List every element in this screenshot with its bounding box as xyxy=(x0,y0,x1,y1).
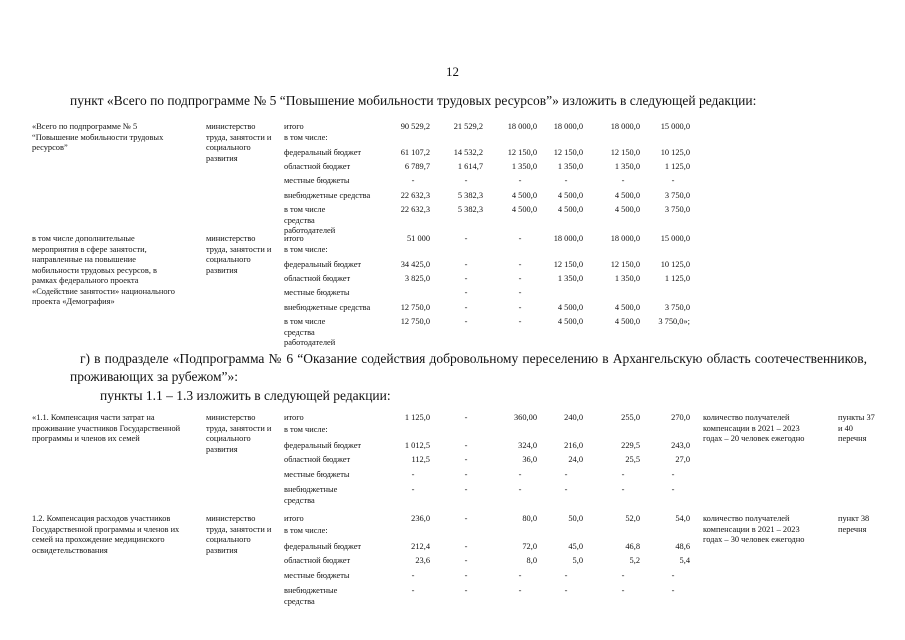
value-cell: 324,0 xyxy=(518,441,537,450)
value-cell: - xyxy=(518,571,522,580)
value-cell: 5,4 xyxy=(679,556,690,565)
funding-source-label: областной бюджет xyxy=(284,455,351,464)
section-heading-2: пункты 1.1 – 1.3 изложить в следующей редакции: xyxy=(100,388,391,403)
value-cell: 12 150,0 xyxy=(553,148,583,157)
value-cell: - xyxy=(518,234,522,243)
value-cell: 4 500,0 xyxy=(557,317,583,326)
value-cell: - xyxy=(464,234,468,243)
value-cell: 1 350,0 xyxy=(614,162,640,171)
value-cell: - xyxy=(518,274,522,283)
value-cell: 1 125,0 xyxy=(664,162,690,171)
value-cell: 3 750,0»; xyxy=(658,317,690,326)
value-cell: 48,6 xyxy=(675,542,690,551)
executor-cell: министерство труда, занятости и социального развития xyxy=(206,413,272,454)
value-cell: 22 632,3 xyxy=(400,205,430,214)
value-cell: - xyxy=(671,470,675,479)
value-cell: 6 789,7 xyxy=(404,162,430,171)
value-cell: - xyxy=(518,260,522,269)
funding-source-label: в том числе: xyxy=(284,526,328,535)
value-cell: 10 125,0 xyxy=(660,148,690,157)
value-cell: 1 350,0 xyxy=(557,274,583,283)
funding-source-label: местные бюджеты xyxy=(284,470,350,479)
value-cell: - xyxy=(464,455,468,464)
value-cell: 51 000 xyxy=(406,234,430,243)
value-cell: - xyxy=(464,176,468,185)
value-cell: - xyxy=(564,176,568,185)
value-cell: 12 150,0 xyxy=(610,148,640,157)
value-cell: 1 125,0 xyxy=(404,413,430,422)
value-cell: - xyxy=(464,274,468,283)
funding-source-label: областной бюджет xyxy=(284,556,351,565)
value-cell: - xyxy=(464,542,468,551)
value-cell: - xyxy=(621,571,625,580)
funding-source-label: федеральный бюджет xyxy=(284,260,362,269)
value-cell: 5 382,3 xyxy=(457,191,483,200)
block-title: «Всего по подпрограмме № 5 “Повышение мобильности трудовых ресурсов” xyxy=(32,122,164,152)
value-cell: 3 825,0 xyxy=(404,274,430,283)
value-cell: - xyxy=(621,485,625,494)
value-cell: 270,0 xyxy=(671,413,690,422)
value-cell: 24,0 xyxy=(568,455,583,464)
value-cell: - xyxy=(464,556,468,565)
value-cell: - xyxy=(464,571,468,580)
value-cell: - xyxy=(518,303,522,312)
value-cell: 229,5 xyxy=(621,441,640,450)
value-cell: 216,0 xyxy=(564,441,583,450)
value-cell: - xyxy=(518,317,522,326)
value-cell: 14 532,2 xyxy=(453,148,483,157)
value-cell: - xyxy=(564,571,568,580)
funding-source-label: федеральный бюджет xyxy=(284,441,362,450)
value-cell: 90 529,2 xyxy=(400,122,430,131)
value-cell: 18 000,0 xyxy=(610,122,640,131)
funding-source-label: в том числе: xyxy=(284,133,328,142)
value-cell: 236,0 xyxy=(411,514,430,523)
value-cell: - xyxy=(621,586,625,595)
funding-source-label: в том числе средства работодателей xyxy=(284,205,336,235)
value-cell: - xyxy=(518,586,522,595)
result-cell: количество получателей компенсации в 2021 – 2023 годах – 20 человек ежегодно xyxy=(703,413,805,443)
value-cell: 12 150,0 xyxy=(507,148,537,157)
block-title: в том числе дополнительные мероприятия в сфере занятости, направленные на повышение мобильности трудовых ресурсов, в рамках федерального проекта «Содействие занятости» национального проекта «Демография» xyxy=(32,234,175,306)
value-cell: 1 350,0 xyxy=(557,162,583,171)
value-cell: 27,0 xyxy=(675,455,690,464)
value-cell: 22 632,3 xyxy=(400,191,430,200)
value-cell: - xyxy=(464,470,468,479)
value-cell: 1 125,0 xyxy=(664,274,690,283)
paragraph-g: г) в подразделе «Подпрограмма № 6 “Оказание содействия добровольному переселению в Архангельскую область соотечественников, проживающих за рубежом”»: xyxy=(70,351,867,384)
value-cell: 4 500,0 xyxy=(557,303,583,312)
value-cell: - xyxy=(621,176,625,185)
value-cell: - xyxy=(671,586,675,595)
funding-source-label: в том числе средства работодателей xyxy=(284,317,336,347)
value-cell: - xyxy=(564,485,568,494)
value-cell: - xyxy=(464,303,468,312)
value-cell: 1 350,0 xyxy=(614,274,640,283)
value-cell: 1 350,0 xyxy=(511,162,537,171)
value-cell: 4 500,0 xyxy=(614,317,640,326)
value-cell: - xyxy=(518,288,522,297)
funding-source-label: областной бюджет xyxy=(284,274,351,283)
funding-source-label: областной бюджет xyxy=(284,162,351,171)
funding-source-label: в том числе: xyxy=(284,245,328,254)
value-cell: - xyxy=(464,485,468,494)
funding-source-label: внебюджетные средства xyxy=(284,191,371,200)
executor-cell: министерство труда, занятости и социального развития xyxy=(206,514,272,555)
executor-cell: министерство труда, занятости и социального развития xyxy=(206,122,272,163)
page-number: 12 xyxy=(446,64,459,79)
value-cell: 45,0 xyxy=(568,542,583,551)
value-cell: - xyxy=(564,470,568,479)
value-cell: 3 750,0 xyxy=(664,191,690,200)
value-cell: 255,0 xyxy=(621,413,640,422)
value-cell: - xyxy=(464,288,468,297)
reference-cell: пункт 38 перечня xyxy=(838,514,870,534)
value-cell: - xyxy=(464,413,468,422)
value-cell: - xyxy=(464,514,468,523)
value-cell: 4 500,0 xyxy=(614,205,640,214)
value-cell: 5 382,3 xyxy=(457,205,483,214)
funding-source-label: внебюджетные средства xyxy=(284,586,338,606)
value-cell: 4 500,0 xyxy=(614,303,640,312)
value-cell: - xyxy=(671,571,675,580)
value-cell: 3 750,0 xyxy=(664,303,690,312)
value-cell: 4 500,0 xyxy=(557,191,583,200)
value-cell: 4 500,0 xyxy=(511,205,537,214)
value-cell: 8,0 xyxy=(526,556,537,565)
value-cell: 1 012,5 xyxy=(404,441,430,450)
value-cell: 15 000,0 xyxy=(660,122,690,131)
value-cell: - xyxy=(411,176,415,185)
value-cell: - xyxy=(464,317,468,326)
funding-source-label: итого xyxy=(284,122,304,131)
value-cell: - xyxy=(518,485,522,494)
value-cell: - xyxy=(671,485,675,494)
value-cell: 240,0 xyxy=(564,413,583,422)
funding-source-label: внебюджетные средства xyxy=(284,485,338,505)
value-cell: 4 500,0 xyxy=(511,191,537,200)
value-cell: - xyxy=(411,571,415,580)
value-cell: 36,0 xyxy=(522,455,537,464)
value-cell: 46,8 xyxy=(625,542,640,551)
value-cell: - xyxy=(411,470,415,479)
value-cell: 10 125,0 xyxy=(660,260,690,269)
funding-source-label: внебюджетные средства xyxy=(284,303,371,312)
funding-source-label: федеральный бюджет xyxy=(284,148,362,157)
value-cell: - xyxy=(464,586,468,595)
block-title: 1.2. Компенсация расходов участников Государственной программы и членов их семей на прохождение медицинского освидетельствования xyxy=(32,514,180,555)
value-cell: - xyxy=(464,260,468,269)
value-cell: 50,0 xyxy=(568,514,583,523)
value-cell: 12 750,0 xyxy=(400,303,430,312)
value-cell: - xyxy=(564,586,568,595)
funding-source-label: местные бюджеты xyxy=(284,571,350,580)
value-cell: 72,0 xyxy=(522,542,537,551)
funding-source-label: местные бюджеты xyxy=(284,288,350,297)
value-cell: 18 000,0 xyxy=(507,122,537,131)
value-cell: 21 529,2 xyxy=(453,122,483,131)
result-cell: количество получателей компенсации в 2021 – 2023 годах – 30 человек ежегодно xyxy=(703,514,805,544)
value-cell: - xyxy=(518,470,522,479)
value-cell: 15 000,0 xyxy=(660,234,690,243)
value-cell: 1 614,7 xyxy=(457,162,483,171)
value-cell: 34 425,0 xyxy=(400,260,430,269)
value-cell: 18 000,0 xyxy=(553,122,583,131)
value-cell: 18 000,0 xyxy=(553,234,583,243)
value-cell: 112,5 xyxy=(411,455,430,464)
value-cell: - xyxy=(411,485,415,494)
value-cell: 4 500,0 xyxy=(614,191,640,200)
value-cell: 25,5 xyxy=(625,455,640,464)
value-cell: - xyxy=(411,586,415,595)
executor-cell: министерство труда, занятости и социального развития xyxy=(206,234,272,275)
value-cell: - xyxy=(464,441,468,450)
value-cell: 212,4 xyxy=(411,542,430,551)
funding-source-label: итого xyxy=(284,413,304,422)
value-cell: 80,0 xyxy=(522,514,537,523)
value-cell: 52,0 xyxy=(625,514,640,523)
value-cell: 360,00 xyxy=(513,413,537,422)
value-cell: - xyxy=(671,176,675,185)
value-cell: 23,6 xyxy=(415,556,430,565)
value-cell: 4 500,0 xyxy=(557,205,583,214)
reference-cell: пункты 37 и 40 перечня xyxy=(838,413,875,443)
value-cell: 18 000,0 xyxy=(610,234,640,243)
value-cell: 12 150,0 xyxy=(553,260,583,269)
value-cell: 12 150,0 xyxy=(610,260,640,269)
value-cell: 12 750,0 xyxy=(400,317,430,326)
value-cell: 243,0 xyxy=(671,441,690,450)
value-cell: - xyxy=(518,176,522,185)
block-title: «1.1. Компенсация части затрат на проживание участников Государственной программы и членов их семей xyxy=(32,413,181,443)
funding-source-label: итого xyxy=(284,514,304,523)
funding-source-label: итого xyxy=(284,234,304,243)
value-cell: 5,0 xyxy=(572,556,583,565)
funding-source-label: в том числе: xyxy=(284,425,328,434)
value-cell: - xyxy=(621,470,625,479)
funding-source-label: местные бюджеты xyxy=(284,176,350,185)
section-heading-1: пункт «Всего по подпрограмме № 5 “Повышение мобильности трудовых ресурсов”» изложить в следующей редакции: xyxy=(70,93,757,108)
funding-source-label: федеральный бюджет xyxy=(284,542,362,551)
value-cell: 61 107,2 xyxy=(400,148,430,157)
value-cell: 54,0 xyxy=(675,514,690,523)
value-cell: 5,2 xyxy=(629,556,640,565)
value-cell: 3 750,0 xyxy=(664,205,690,214)
